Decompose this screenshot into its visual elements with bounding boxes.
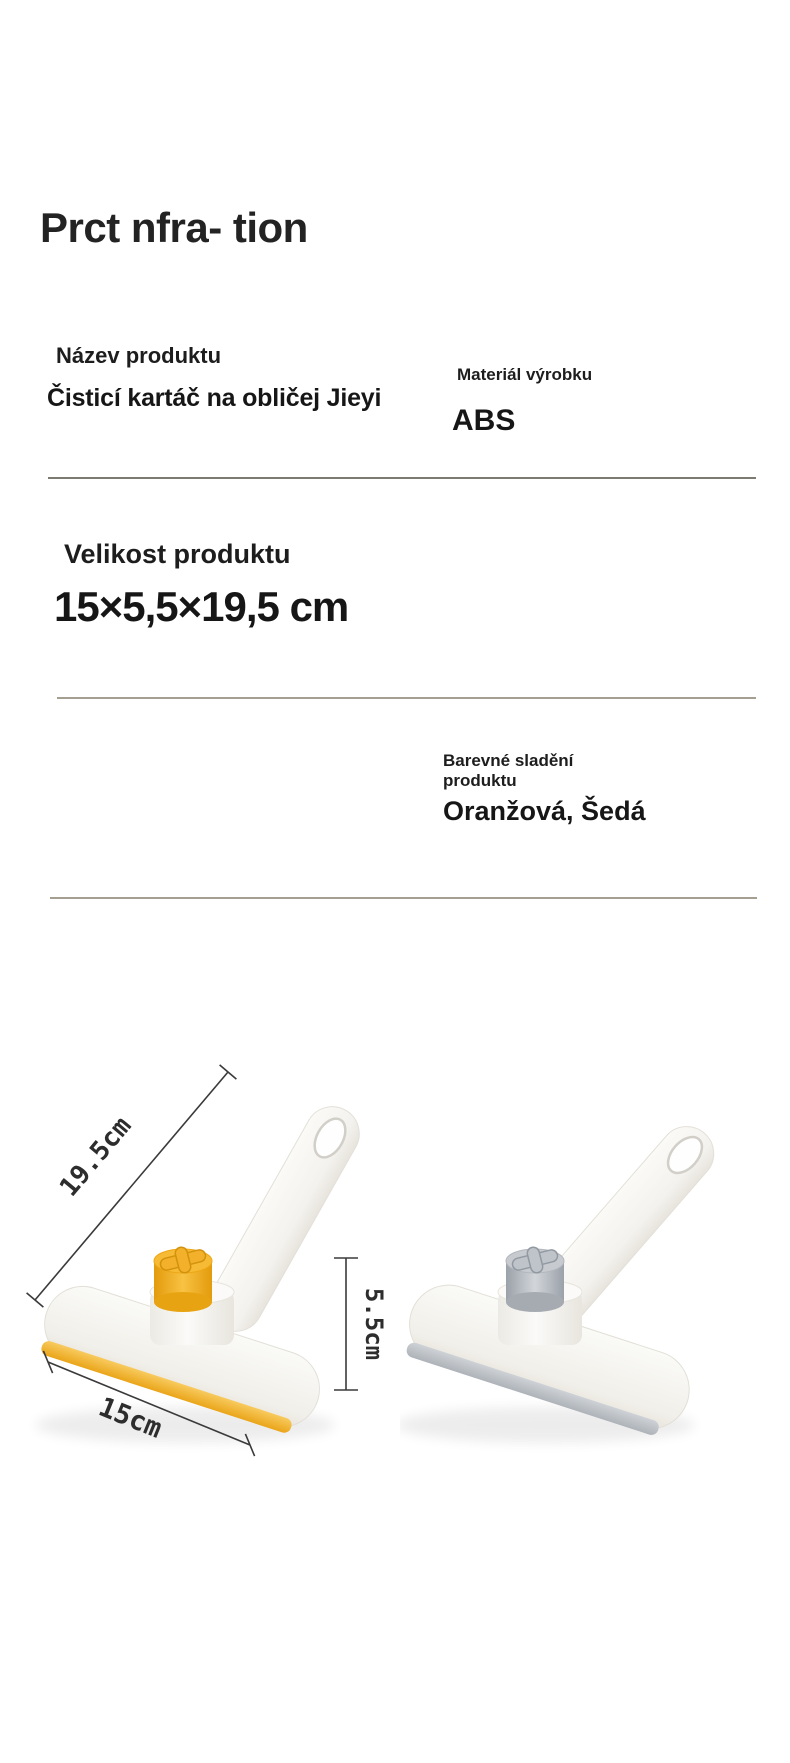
- size-value: 15×5,5×19,5 cm: [54, 583, 349, 630]
- page-title: Prct nfra- tion: [40, 204, 308, 251]
- knob-bottom: [154, 1292, 212, 1312]
- size-label: Velikost produktu: [64, 539, 291, 569]
- divider: [50, 897, 757, 899]
- dimension-label-length: 19.5cm: [54, 1111, 138, 1203]
- product-name-value: Čisticí kartáč na obličej Jieyi: [47, 384, 382, 412]
- divider: [57, 697, 756, 699]
- material-label: Materiál výrobku: [457, 365, 593, 384]
- dimension-label-height: 5.5cm: [360, 1287, 388, 1361]
- product-photo-orange-variant: [20, 930, 400, 1470]
- knob-bottom: [506, 1292, 564, 1312]
- material-value: ABS: [452, 404, 516, 437]
- dimension-label-width: 15cm: [94, 1391, 167, 1445]
- divider: [48, 477, 756, 479]
- product-photo-grey-variant: [400, 930, 770, 1470]
- dimension-line-height: [334, 1258, 358, 1390]
- color-scheme-value: Oranžová, Šedá: [443, 796, 646, 826]
- color-scheme-label: Barevné sladění produktu: [443, 751, 574, 790]
- product-name-label: Název produktu: [56, 343, 222, 368]
